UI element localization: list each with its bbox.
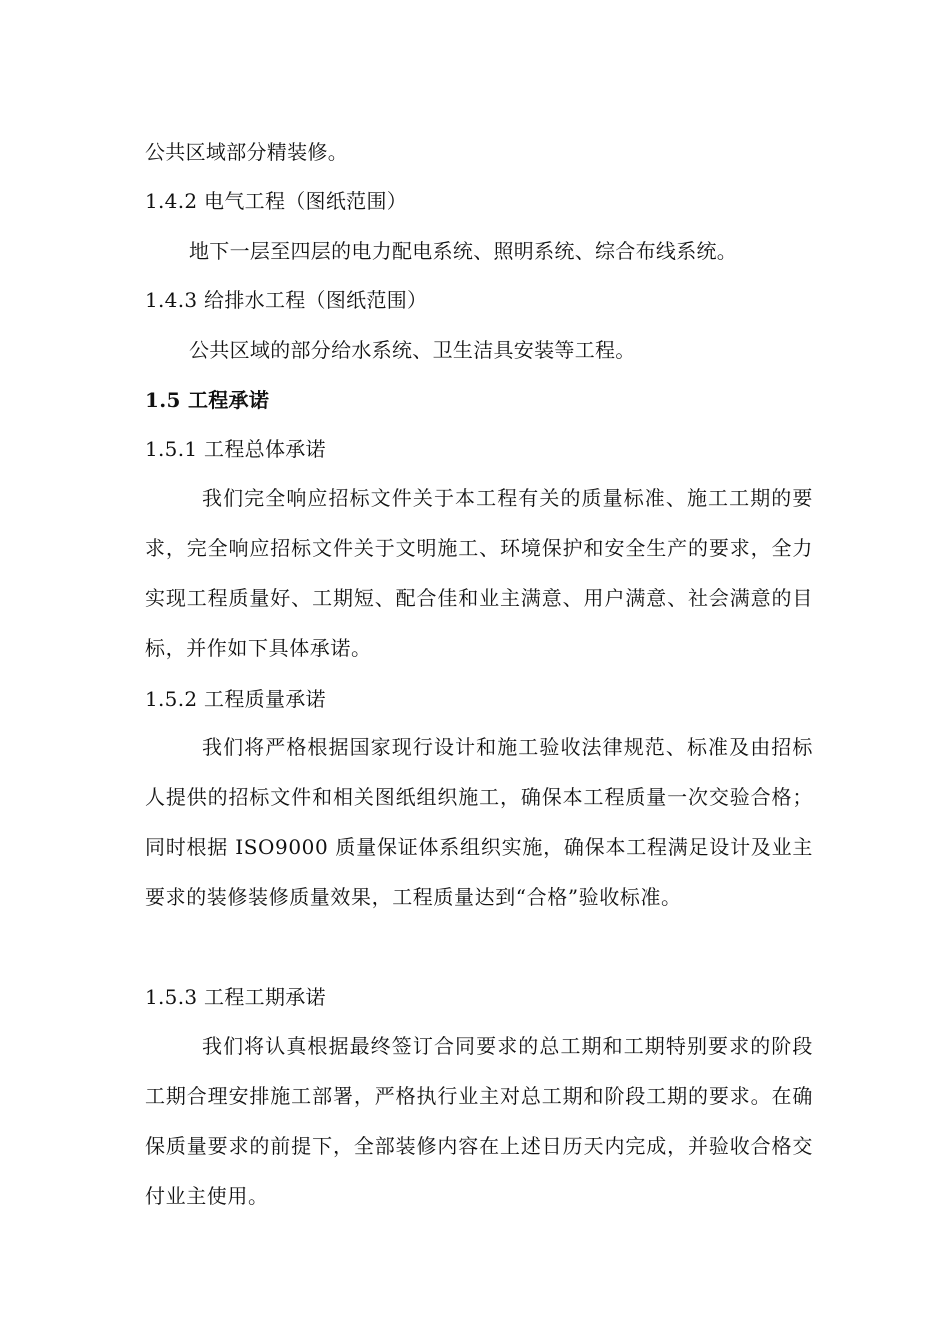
section-body-1-5-2: 我们将严格根据国家现行设计和施工验收法律规范、标准及由招标人提供的招标文件和相关图纸组织施工，确保本工程质量一次交验合格；同时根据 ISO9000 质量保证体系组织实施，确保本工程满足设计及业主要求的装修装修质量效果，工程质量达到“合格”验收标准。 bbox=[145, 735, 813, 909]
section-body-1-4-2: 地下一层至四层的电力配电系统、照明系统、综合布线系统。 bbox=[189, 239, 738, 263]
section-heading-1-4-2: 1.4.2 电气工程（图纸范围） bbox=[145, 189, 408, 213]
section-heading-1-5-1: 1.5.1 工程总体承诺 bbox=[145, 437, 326, 461]
section-heading-1-5-3: 1.5.3 工程工期承诺 bbox=[145, 985, 326, 1009]
text-line: 公共区域部分精装修。 bbox=[145, 140, 348, 164]
section-body-1-5-3: 我们将认真根据最终签订合同要求的总工期和工期特别要求的阶段工期合理安排施工部署，严格执行业主对总工期和阶段工期的要求。在确保质量要求的前提下，全部装修内容在上述日历天内完成，并验收合格交付业主使用。 bbox=[145, 1034, 813, 1208]
section-heading-1-4-3: 1.4.3 给排水工程（图纸范围） bbox=[145, 288, 428, 312]
section-body-1-5-1: 我们完全响应招标文件关于本工程有关的质量标准、施工工期的要求，完全响应招标文件关于文明施工、环境保护和安全生产的要求，全力实现工程质量好、工期短、配合佳和业主满意、用户满意、社会满意的目标，并作如下具体承诺。 bbox=[145, 486, 813, 660]
section-heading-1-5-2: 1.5.2 工程质量承诺 bbox=[145, 687, 326, 711]
section-heading-1-5: 1.5 工程承诺 bbox=[145, 388, 270, 412]
section-body-1-4-3: 公共区域的部分给水系统、卫生洁具安装等工程。 bbox=[189, 338, 636, 362]
